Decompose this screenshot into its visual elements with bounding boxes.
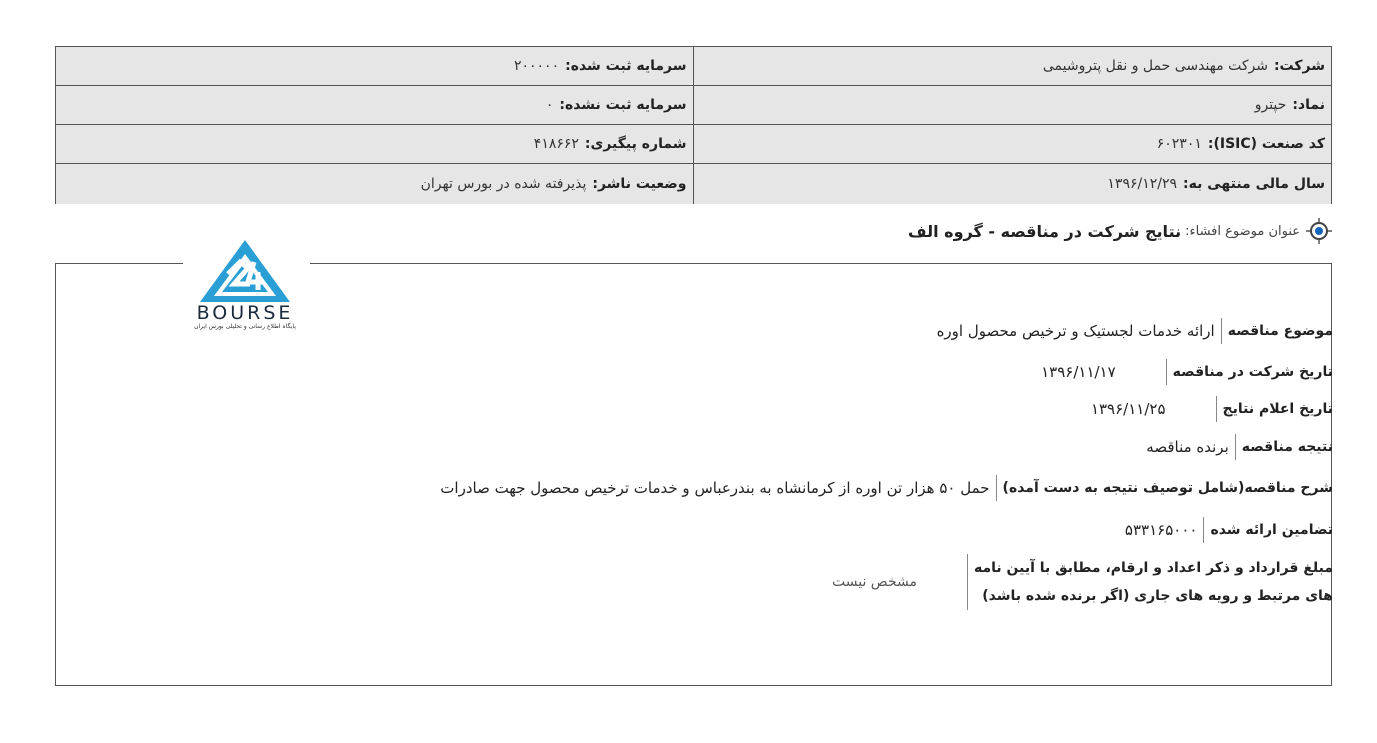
detail-label: موضوع مناقصه: [1221, 318, 1333, 344]
detail-label-line2: های مرتبط و رویه های جاری (اگر برنده شده باشد): [982, 588, 1333, 604]
panel-top-border-left: [55, 263, 183, 264]
publisher-status-cell: [56, 164, 694, 204]
subject-title: نتایج شرکت در مناقصه - گروه الف: [908, 221, 1182, 241]
detail-value: حمل ۵۰ هزار تن اوره از کرمانشاه به بندرعباس و خدمات ترخیص محصول جهت صادرات: [440, 479, 990, 497]
tender-details: [440, 315, 1333, 613]
detail-row-description: [440, 467, 1333, 509]
detail-label: شرح مناقصه(شامل توصیف نتیجه به دست آمده): [996, 475, 1333, 501]
detail-row-result: [440, 427, 1333, 467]
isic-label: کد صنعت (ISIC):: [1207, 136, 1325, 152]
detail-label: تاریخ اعلام نتایج: [1216, 396, 1334, 422]
detail-row-announcement-date: [440, 391, 1333, 427]
info-row-isic: [56, 125, 1331, 164]
logo-subtitle: پایگاه اطلاع رسانی و تحلیلی بورس ایران: [194, 323, 296, 330]
unregistered-capital-label: سرمایه ثبت نشده:: [559, 97, 687, 113]
company-label: شرکت:: [1273, 58, 1325, 74]
detail-value: ۱۳۹۶/۱۱/۲۵: [1090, 400, 1166, 418]
detail-value: مشخص نیست: [831, 574, 917, 590]
isic-cell: [694, 125, 1332, 163]
detail-label-line1: مبلغ قرارداد و ذکر اعداد و ارقام، مطابق با آیین نامه: [973, 560, 1333, 576]
company-value: شرکت مهندسی حمل و نقل پتروشیمی: [1042, 58, 1268, 74]
info-row-company: [56, 47, 1331, 86]
registered-capital-label: سرمایه ثبت شده:: [565, 58, 687, 74]
isic-value: ۶۰۲۳۰۱: [1156, 136, 1202, 152]
detail-value: ارائه خدمات لجستیک و ترخیص محصول اوره: [936, 322, 1215, 340]
symbol-value: حپترو: [1254, 97, 1287, 113]
company-info-table: [55, 46, 1332, 204]
info-row-symbol: [56, 86, 1331, 125]
target-icon: [1306, 218, 1332, 244]
unregistered-capital-value: ۰: [545, 97, 554, 113]
registered-capital-value: ۲۰۰۰۰۰: [513, 58, 560, 74]
fiscal-year-value: ۱۳۹۶/۱۲/۲۹: [1107, 176, 1177, 192]
detail-row-guarantees: [440, 509, 1333, 551]
publisher-status-value: پذیرفته شده در بورس تهران: [420, 176, 587, 192]
tracking-number-value: ۴۱۸۶۶۲: [533, 136, 579, 152]
tracking-number-cell: [56, 125, 694, 163]
detail-row-participation-date: [440, 353, 1333, 391]
symbol-label: نماد:: [1292, 97, 1325, 113]
detail-row-subject: [440, 315, 1333, 347]
logo-brand: BOURSE: [196, 302, 294, 324]
info-row-fiscal-year: [56, 164, 1331, 204]
unregistered-capital-cell: [56, 86, 694, 124]
fiscal-year-label: سال مالی منتهی به:: [1183, 176, 1325, 192]
company-cell: [694, 47, 1332, 85]
detail-label: نتیجه مناقصه: [1235, 434, 1333, 460]
detail-label: تضامین ارائه شده: [1203, 517, 1333, 543]
detail-row-contract-amount: [440, 551, 1333, 613]
disclosure-subject: [908, 218, 1332, 244]
tracking-number-label: شماره پیگیری:: [584, 136, 687, 152]
detail-value: ۱۳۹۶/۱۱/۱۷: [1041, 363, 1116, 381]
detail-value: برنده مناقصه: [1146, 438, 1229, 456]
detail-label: [967, 554, 1333, 610]
publisher-status-label: وضعیت ناشر:: [592, 176, 687, 192]
detail-label: تاریخ شرکت در مناقصه: [1166, 359, 1333, 385]
fiscal-year-cell: [694, 164, 1332, 204]
panel-top-border-right: [310, 263, 1332, 264]
symbol-cell: [694, 86, 1332, 124]
detail-value: ۵۳۳۱۶۵۰۰۰: [1124, 521, 1198, 539]
registered-capital-cell: [56, 47, 694, 85]
subject-label: عنوان موضوع افشاء:: [1185, 223, 1300, 239]
